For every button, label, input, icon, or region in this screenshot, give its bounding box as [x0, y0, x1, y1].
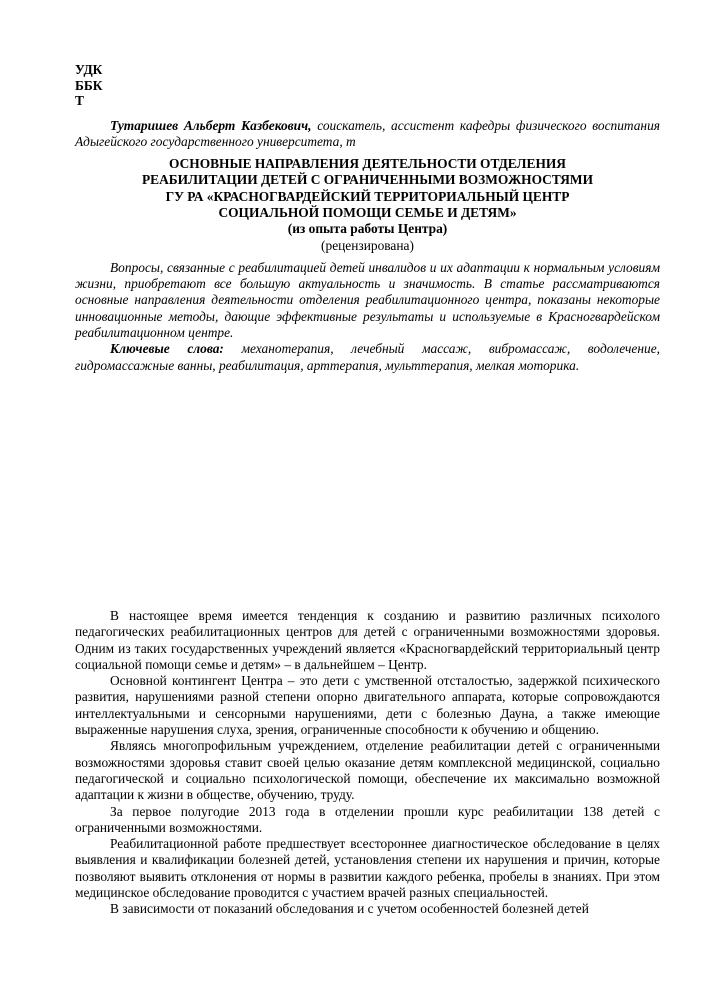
- title-line-1: ОСНОВНЫЕ НАПРАВЛЕНИЯ ДЕЯТЕЛЬНОСТИ ОТДЕЛЕНИЯ: [169, 156, 566, 172]
- body-paragraph-6: В зависимости от показаний обследования и с учетом особенностей болезней детей: [110, 901, 589, 917]
- body-paragraph-2: Основной контингент Центра – это дети с умственной отсталостью, задержкой психического развития, нарушениями разной степени опорно двигательного аппарата, которые сопровождаются интеллектуальными и сенсорными нарушениями, дети с болезнью Дауна, а также имеющие выраженные нарушения слуха, зрения, ограниченные способности к обучению и общению.: [75, 673, 660, 738]
- blank-gap: [75, 374, 660, 608]
- text-column: [75, 62, 660, 918]
- body-paragraph-4: За первое полугодие 2013 года в отделении прошли курс реабилитации 138 детей с ограниченными возможностями.: [75, 803, 660, 835]
- udk-label: УДК: [75, 62, 103, 77]
- review-note: (рецензирована): [321, 237, 414, 253]
- author-affiliation: соискатель, ассистент кафедры физического воспитания Адыгейского государственного университета, т: [75, 117, 660, 149]
- bbk-label: ББК: [75, 77, 103, 93]
- body-paragraph-3: Являясь многопрофильным учреждением, отделение реабилитации детей с ограниченными возможностями здоровья ставит своей целью оказание детям комплексной медицинской, социально педагогической и социально психологической помощи, обеспечение их максимально возможной адаптации к жизни в обществе, обучению, труду.: [75, 738, 660, 803]
- keywords-paragraph: [75, 341, 660, 374]
- title-line-3: ГУ РА «КРАСНОГВАРДЕЙСКИЙ ТЕРРИТОРИАЛЬНЫЙ ЦЕНТР: [165, 188, 570, 204]
- article-title: [75, 156, 660, 254]
- classification-codes: [75, 62, 660, 109]
- body-paragraph-5: Реабилитационной работе предшествует всестороннее диагностическое обследование в целях выявления и квалификации болезней детей, установления степени их нарушения и причин, которые позволяют выявить отклонения от нормы в развитии каждого ребенка, пробелы в знаниях. При этом медицинское обследование проводится с участием врачей разных специальностей.: [75, 836, 660, 900]
- author-name: Тутаришев Альберт Казбекович,: [110, 117, 312, 133]
- title-line-4: СОЦИАЛЬНОЙ ПОМОЩИ СЕМЬЕ И ДЕТЯМ»: [218, 204, 517, 220]
- t-label: Т: [75, 93, 84, 108]
- title-subtitle: (из опыта работы Центра): [287, 221, 448, 237]
- author-line: [75, 118, 660, 151]
- keywords-list: механотерапия, лечебный массаж, вибромассаж, водолечение, гидромассажные ванны, реабилитация, арттерапия, мульттерапия, мелкая моторика.: [75, 341, 660, 373]
- abstract-paragraph: Вопросы, связанные с реабилитацией детей инвалидов и их адаптации к нормальным условиям жизни, приобретают все большую актуальность и значимость. В статье рассматриваются основные направления деятельности отделения реабилитационного центра, показаны некоторые инновационные методы, дающие эффективные результаты и используемые в Красногвардейском реабилитационном центре.: [75, 259, 660, 341]
- body-paragraph-1: В настоящее время имеется тенденция к созданию и развитию различных психолого педагогических реабилитационных центров для детей с ограниченными возможностями здоровья. Одним из таких государственных учреждений является «Красногвардейский территориальный центр социальной помощи семье и детям» – в дальнейшем – Центр.: [75, 607, 660, 672]
- title-line-2: РЕАБИЛИТАЦИИ ДЕТЕЙ С ОГРАНИЧЕННЫМИ ВОЗМОЖНОСТЯМИ: [142, 172, 593, 188]
- keywords-label: Ключевые слова:: [110, 341, 224, 357]
